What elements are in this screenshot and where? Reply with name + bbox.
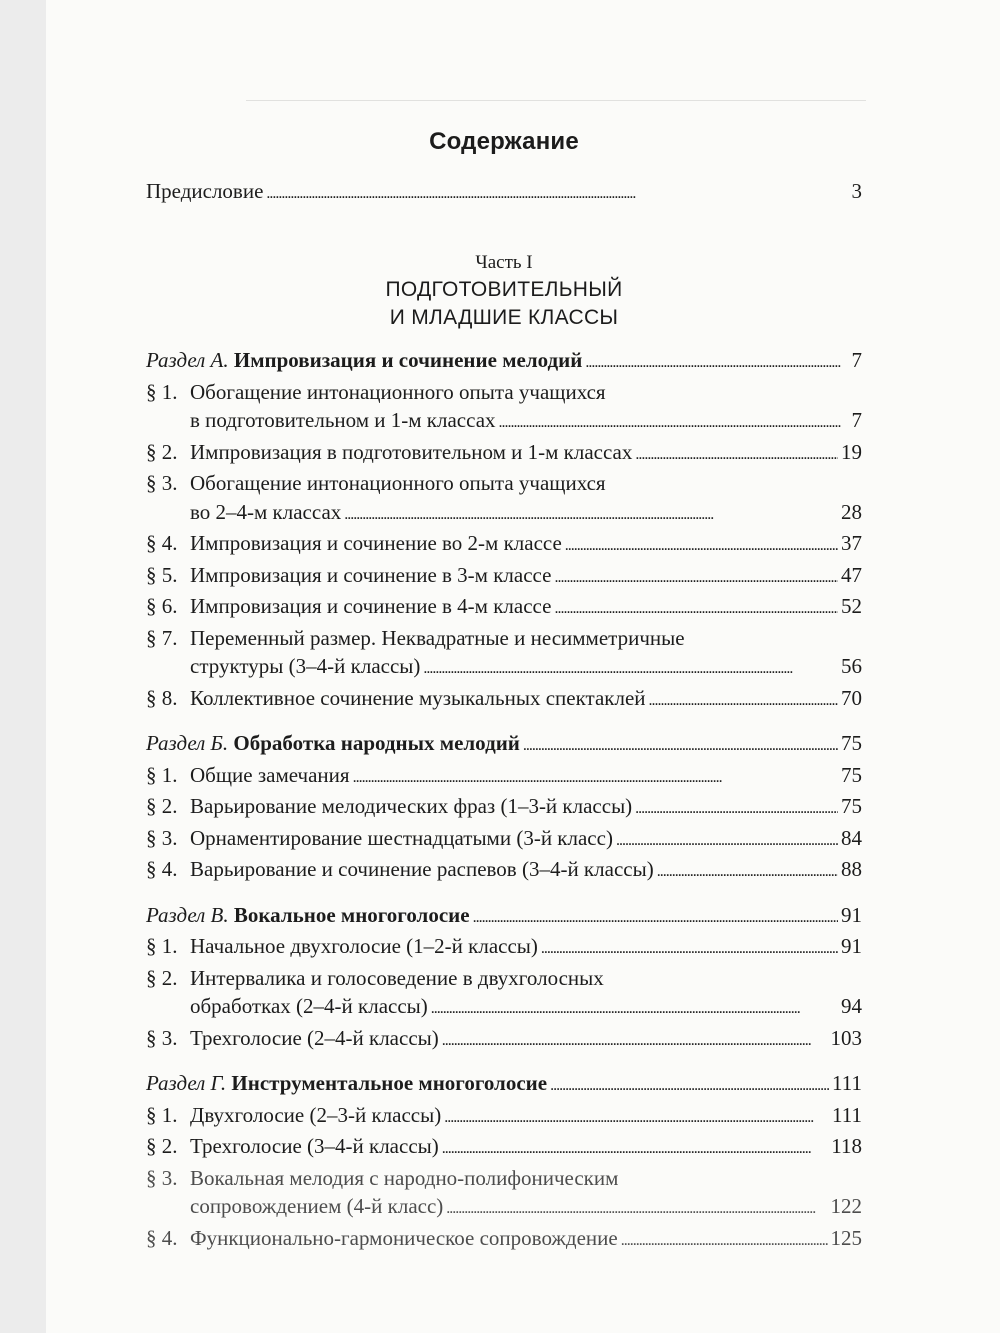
entry-page: 111 [832,1102,862,1127]
entry-page: 125 [830,1225,862,1250]
entry-page: 7 [851,408,862,432]
paragraph-number: § 1. [146,379,178,404]
entry-label-wrap [146,438,632,467]
toc-entry[interactable] [146,761,862,793]
toc-section [146,346,862,715]
entry-page: 84 [841,825,862,850]
dot-leader [423,652,838,684]
toc-entry[interactable] [146,469,862,529]
dot-leader [353,761,838,793]
toc-entry-preface[interactable] [146,177,862,209]
section-heading[interactable] [146,729,862,761]
section-heading[interactable] [146,346,862,378]
entry-page: 75 [841,731,862,755]
section-prefix: Раздел Г. [146,1071,227,1095]
dot-leader [431,992,838,1024]
entry-label: Варьирование и сочинение распевов (3–4-й классы) [190,857,654,881]
toc-entry[interactable] [146,792,862,824]
section-label [146,346,582,375]
entry-page: 94 [841,994,862,1018]
entry-page: 118 [831,1134,862,1158]
toc-entry[interactable] [146,1164,862,1224]
dot-leader [621,1224,828,1256]
section-label [146,901,470,930]
paragraph-number: § 4. [146,1225,178,1250]
paragraph-number: § 3. [146,471,178,495]
dot-leader [442,1132,829,1164]
entry-page: 91 [841,902,862,927]
entry-page: 28 [841,499,862,524]
paragraph-number: § 6. [146,594,178,618]
paragraph-number: § 2. [146,794,178,818]
entry-page: 91 [841,934,862,958]
toc-entry[interactable] [146,684,862,716]
entry-label-continued: во 2–4-м классах [190,499,342,524]
toc-entry[interactable] [146,378,862,438]
paragraph-number: § 1. [146,1102,178,1127]
section-prefix: Раздел А. [146,348,229,372]
paragraph-number: § 2. [146,439,178,464]
dot-leader [554,561,838,593]
entry-label: Импровизация и сочинение в 3-м классе [190,562,552,587]
section-title: Обработка народных мелодий [233,731,520,755]
bleed-through-header [246,80,866,104]
entry-label-wrap [146,761,350,790]
entry-label-wrap [146,1224,618,1253]
entry-label-wrap [146,824,613,853]
toc-entry[interactable] [146,1132,862,1164]
entry-page: 3 [851,178,862,203]
entry-label: Предисловие [146,178,264,203]
paragraph-number: § 1. [146,934,178,958]
table-of-contents [146,128,862,1255]
section-prefix: Раздел В. [146,902,229,927]
part-title-line-1: ПОДГОТОВИТЕЛЬНЫЙ [385,278,623,301]
paragraph-number: § 5. [146,562,178,587]
entry-label-wrap [146,592,551,621]
entry-label-continued: структуры (3–4-й классы) [190,654,421,678]
dot-leader [635,438,838,470]
dot-leader [616,824,838,856]
entry-label-wrap [146,561,551,590]
toc-section [146,729,862,887]
book-page [46,0,1000,1333]
toc-entry[interactable] [146,1224,862,1256]
entry-label-wrap [146,1101,441,1130]
toc-entry[interactable] [146,561,862,593]
entry-label-wrap [146,1132,439,1161]
entry-label: Трехголосие (2–4-й классы) [190,1025,439,1050]
entry-page: 37 [841,531,862,555]
sections-list [146,346,862,1255]
entry-page: 111 [832,1071,862,1095]
entry-label: Функционально-гармоническое сопровождение [190,1225,618,1250]
paragraph-number: § 4. [146,531,178,555]
entry-label: Импровизация и сочинение во 2-м классе [190,531,562,555]
entry-label: Варьирование мелодических фраз (1–3-й классы) [190,794,633,818]
entry-label-continued: в подготовительном и 1-м классах [190,408,496,432]
paragraph-number: § 1. [146,762,178,787]
toc-entry[interactable] [146,824,862,856]
section-label [146,729,520,758]
entry-label: Обогащение интонационного опыта учащихся [190,379,606,404]
entry-label: Орнаментирование шестнадцатыми (3-й класс) [190,825,613,850]
entry-label-wrap [146,932,538,961]
entry-label: Импровизация и сочинение в 4-м классе [190,594,552,618]
entry-label: Коллективное сочинение музыкальных спектаклей [190,685,646,710]
section-title: Импровизация и сочинение мелодий [233,348,583,372]
part-number: Часть I [475,252,533,273]
entry-label-wrap [146,684,646,713]
toc-entry[interactable] [146,624,862,684]
section-heading[interactable] [146,901,862,933]
toc-section [146,901,862,1056]
entry-page: 52 [841,594,862,618]
entry-label-wrap [146,529,562,558]
toc-entry[interactable] [146,438,862,470]
entry-page: 19 [841,439,862,464]
part-heading [146,250,862,332]
toc-entry[interactable] [146,1024,862,1056]
entry-page: 75 [841,762,862,787]
entry-label: Интервалика и голосоведение в двухголосных [190,965,604,990]
entry-label: Переменный размер. Неквадратные и несимметричные [190,625,685,650]
dot-leader [446,1192,827,1224]
dot-leader [523,729,838,761]
page-title: Содержание [429,128,579,155]
entry-page: 88 [841,857,862,881]
toc-entry[interactable] [146,529,862,561]
toc-entry[interactable] [146,592,862,624]
entry-label-wrap [146,855,654,884]
dot-leader [444,1101,829,1133]
entry-page: 56 [841,654,862,678]
paragraph-number: § 2. [146,965,178,990]
dot-leader [442,1024,828,1056]
paragraph-number: § 4. [146,857,178,881]
section-heading[interactable] [146,1069,862,1101]
toc-entry[interactable] [146,855,862,887]
section-prefix: Раздел Б. [146,731,229,755]
entry-label-wrap [146,1024,439,1053]
dot-leader [541,932,838,964]
entry-page: 47 [841,562,862,587]
entry-label: Обогащение интонационного опыта учащихся [190,471,606,495]
toc-entry[interactable] [146,964,862,1024]
paragraph-number: § 8. [146,685,178,710]
entry-page: 70 [841,685,862,710]
entry-page: 75 [841,794,862,818]
dot-leader [550,1069,829,1101]
paragraph-number: § 3. [146,825,178,850]
entry-label-continued: обработках (2–4-й классы) [190,994,428,1018]
dot-leader [649,684,838,716]
entry-label: Вокальная мелодия с народно-полифоническим [190,1165,619,1190]
entry-page: 122 [830,1194,862,1218]
entry-label: Двухголосие (2–3-й классы) [190,1102,442,1127]
entry-page: 7 [851,348,862,372]
dot-leader [657,855,838,887]
paragraph-number: § 3. [146,1025,178,1050]
part-title-line-2: И МЛАДШИЕ КЛАССЫ [389,306,619,329]
section-title: Вокальное многоголосие [233,902,470,927]
dot-leader [554,592,838,624]
toc-section [146,1069,862,1255]
entry-label: Начальное двухголосие (1–2-й классы) [190,934,538,958]
dot-leader [344,498,838,530]
entry-page: 103 [830,1025,862,1050]
dot-leader [585,346,841,378]
toc-entry[interactable] [146,1101,862,1133]
section-title: Инструментальное многоголосие [231,1071,548,1095]
entry-label: Общие замечания [190,762,350,787]
dot-leader [266,177,841,209]
entry-label-wrap [146,792,632,821]
dot-leader [473,901,838,933]
entry-label-continued: сопровождением (4-й класс) [190,1194,444,1218]
section-label [146,1069,547,1098]
paragraph-number: § 3. [146,1165,178,1190]
dot-leader [499,406,841,438]
dot-leader [635,792,838,824]
paragraph-number: § 7. [146,625,178,650]
entry-label: Импровизация в подготовительном и 1-м классах [190,439,633,464]
entry-label: Трехголосие (3–4-й классы) [190,1134,439,1158]
dot-leader [565,529,838,561]
toc-entry[interactable] [146,932,862,964]
paragraph-number: § 2. [146,1134,178,1158]
